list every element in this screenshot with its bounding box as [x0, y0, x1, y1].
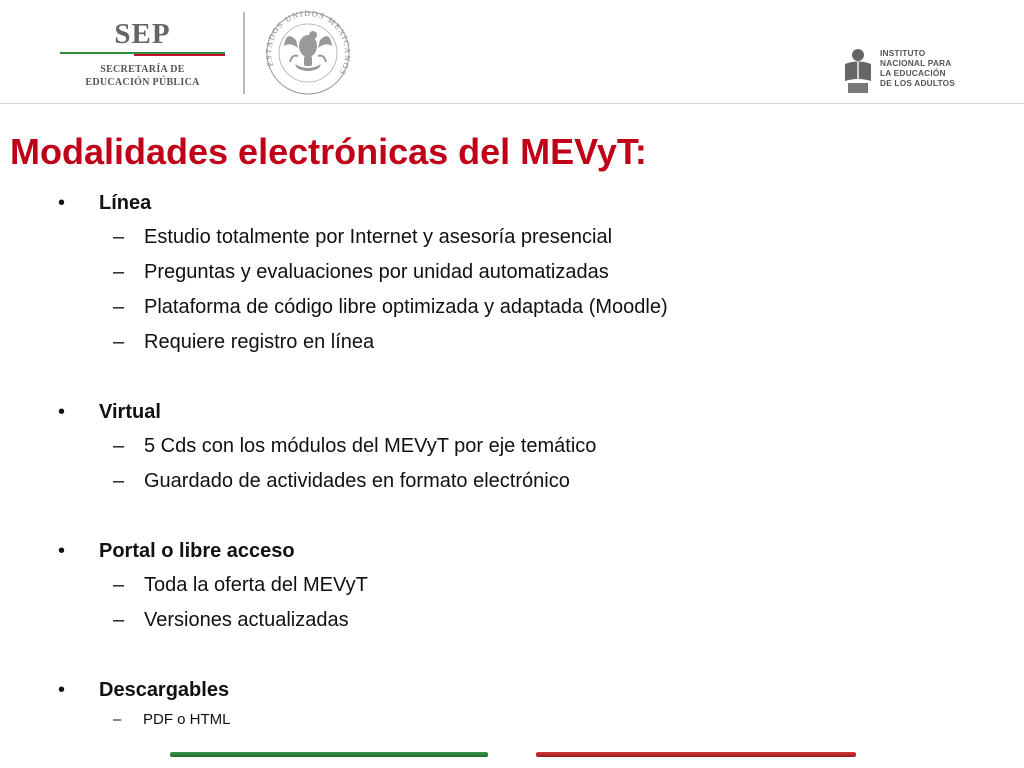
bullet-marker: • — [58, 192, 66, 214]
logo-divider — [243, 12, 245, 94]
footer-red-bar — [536, 752, 856, 757]
dash-marker: – — [113, 574, 125, 596]
inea-logo-line: LA EDUCACIÓN — [880, 68, 946, 78]
list-item-text: Versiones actualizadas — [144, 609, 349, 631]
dash-marker: – — [113, 296, 125, 318]
list-item — [0, 603, 1024, 638]
slide-header — [0, 0, 1024, 104]
slide-title: Modalidades electrónicas del MEVyT: — [10, 131, 647, 172]
list-item — [0, 464, 1024, 499]
section-heading: Virtual — [99, 401, 161, 423]
sep-logo-line2: EDUCACIÓN PÚBLICA — [85, 77, 200, 88]
dash-marker: – — [113, 331, 125, 353]
list-item — [0, 429, 1024, 464]
list-item — [0, 568, 1024, 603]
list-item — [0, 220, 1024, 255]
list-item-text: 5 Cds con los módulos del MEVyT por eje temático — [144, 435, 597, 457]
sep-logo-band — [60, 52, 225, 57]
dash-marker: – — [113, 261, 125, 283]
dash-marker: – — [113, 470, 125, 492]
section-heading: Línea — [99, 192, 152, 214]
list-item — [0, 707, 1024, 735]
sep-logo-line1: SECRETARÍA DE — [100, 64, 185, 75]
section-linea — [0, 186, 1024, 360]
sep-logo — [60, 14, 225, 94]
section-portal — [0, 534, 1024, 638]
bullet-marker: • — [58, 679, 66, 701]
inea-logo-line: NACIONAL PARA — [880, 58, 952, 68]
footer-green-bar — [170, 752, 488, 757]
slide-footer — [0, 748, 1024, 760]
list-item — [0, 255, 1024, 290]
section-virtual — [0, 395, 1024, 499]
section-heading: Portal o libre acceso — [99, 540, 295, 562]
national-seal-icon — [262, 10, 354, 96]
list-item-text: Toda la oferta del MEVyT — [144, 574, 368, 596]
list-item-text: Guardado de actividades en formato electrónico — [144, 470, 570, 492]
bullet-marker: • — [58, 540, 66, 562]
inea-logo-text — [880, 48, 955, 88]
inea-logo-line: INSTITUTO — [880, 48, 926, 58]
slide-content — [0, 186, 1024, 735]
seal-ring-text: ESTADOS UNIDOS MEXICANOS — [263, 10, 353, 78]
list-item-text: Preguntas y evaluaciones por unidad automatizadas — [144, 261, 609, 283]
list-item-text: Requiere registro en línea — [144, 331, 375, 353]
dash-marker: – — [113, 435, 125, 457]
sep-logo-word: SEP — [114, 18, 171, 50]
list-item-text: Estudio totalmente por Internet y asesoría presencial — [144, 226, 613, 248]
inea-reader-icon — [840, 48, 876, 94]
list-item-text: Plataforma de código libre optimizada y adaptada (Moodle) — [144, 296, 668, 318]
bullet-marker: • — [58, 401, 66, 423]
dash-marker: – — [113, 711, 122, 728]
list-item — [0, 290, 1024, 325]
inea-logo-line: DE LOS ADULTOS — [880, 78, 956, 88]
list-item-text: PDF o HTML — [143, 711, 231, 728]
dash-marker: – — [113, 609, 125, 631]
header-rule — [0, 103, 1024, 104]
dash-marker: – — [113, 226, 125, 248]
list-item — [0, 325, 1024, 360]
inea-logo — [840, 48, 990, 98]
section-descargables — [0, 673, 1024, 735]
section-heading: Descargables — [99, 679, 230, 701]
